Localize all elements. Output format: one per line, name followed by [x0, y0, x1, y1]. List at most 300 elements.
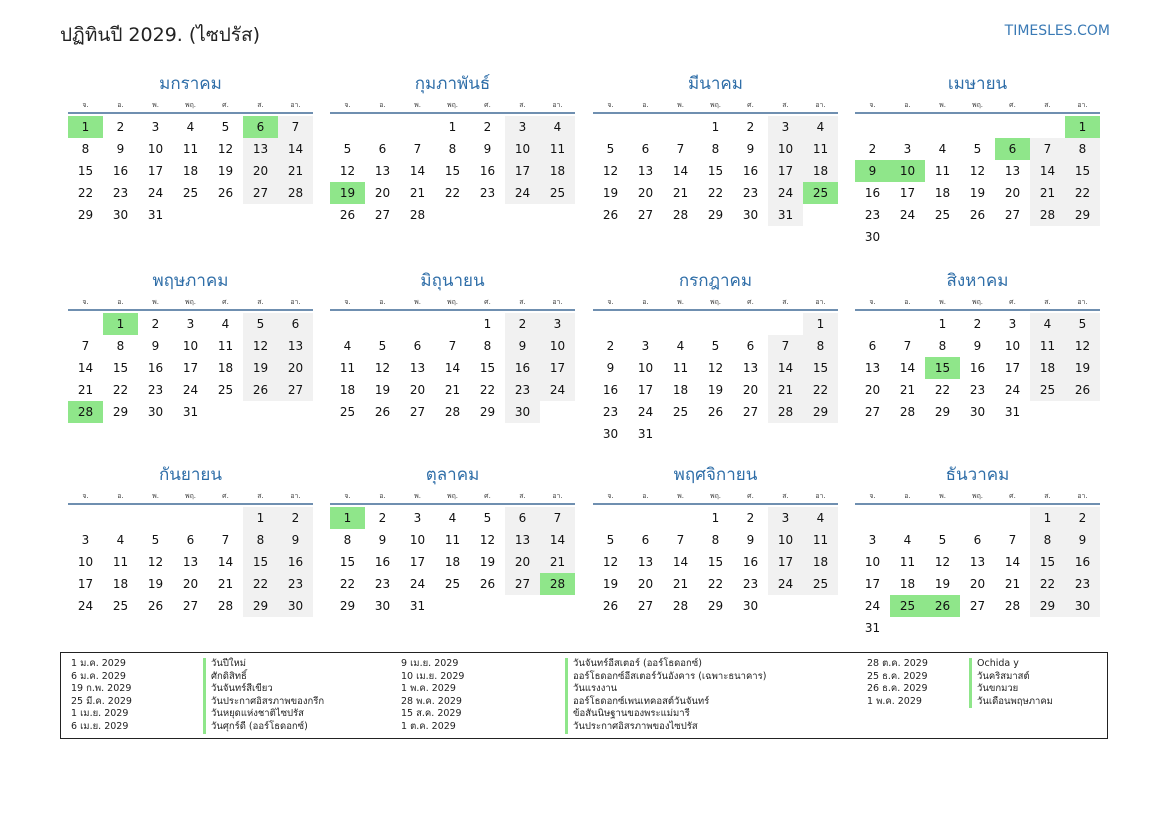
holiday-date: 25 มี.ค. 2029	[71, 695, 132, 707]
empty-cell	[400, 313, 435, 335]
day-cell: 10	[409, 533, 426, 547]
day-cell: 18	[339, 383, 356, 397]
day-cell: 5	[973, 142, 982, 156]
weekday-label: จ.	[82, 298, 89, 306]
day-cell: 14	[409, 164, 426, 178]
weekday-label: ส.	[782, 492, 789, 500]
empty-cell	[663, 507, 698, 529]
day-cell: 26	[602, 599, 619, 613]
holiday-name: วันประกาศอิสรภาพของกรีก	[203, 696, 324, 709]
holiday-day-cell: 15	[925, 357, 960, 379]
day-cell: 8	[483, 339, 492, 353]
day-cell: 4	[676, 339, 685, 353]
day-cell: 25	[444, 577, 461, 591]
day-cell: 13	[742, 361, 759, 375]
day-cell: 8	[938, 339, 947, 353]
day-cell: 16	[374, 555, 391, 569]
empty-cell	[435, 313, 470, 335]
legend-names-column	[969, 658, 1053, 708]
empty-cell	[698, 313, 733, 335]
day-cell: 16	[742, 164, 759, 178]
day-cell: 13	[409, 361, 426, 375]
weekday-label: จ.	[607, 492, 614, 500]
month-name: ตุลาคม	[425, 465, 480, 485]
weekday-label: พฤ.	[446, 492, 459, 500]
day-cell: 24	[505, 182, 540, 204]
day-cell: 14	[1030, 160, 1065, 182]
weekday-label: จ.	[82, 101, 89, 109]
empty-cell	[208, 507, 243, 529]
month-name: พฤศจิกายน	[673, 465, 758, 485]
weekday-label: จ.	[82, 492, 89, 500]
holiday-name: Ochida y	[969, 658, 1053, 671]
day-cell: 20	[864, 383, 881, 397]
day-cell: 25	[1030, 379, 1065, 401]
empty-cell	[365, 116, 400, 138]
month-name: มีนาคม	[688, 74, 743, 94]
day-cell: 27	[637, 599, 654, 613]
day-cell: 10	[768, 138, 803, 160]
empty-cell	[890, 507, 925, 529]
month-name: ธันวาคม	[945, 465, 1010, 485]
day-cell: 31	[864, 621, 881, 635]
day-cell: 3	[1008, 317, 1017, 331]
day-cell: 18	[672, 383, 689, 397]
day-cell: 1	[938, 317, 947, 331]
day-cell: 13	[374, 164, 391, 178]
day-cell: 28	[217, 599, 234, 613]
day-cell: 21	[409, 186, 426, 200]
day-cell: 14	[444, 361, 461, 375]
day-cell: 26	[374, 405, 391, 419]
day-cell: 15	[1065, 160, 1100, 182]
day-cell: 6	[641, 142, 650, 156]
day-cell: 28	[409, 208, 426, 222]
day-cell: 2	[278, 507, 313, 529]
day-grid	[855, 505, 1100, 639]
day-cell: 5	[606, 533, 615, 547]
day-cell: 6	[413, 339, 422, 353]
day-cell: 22	[1065, 182, 1100, 204]
day-cell: 21	[768, 379, 803, 401]
day-cell: 5	[606, 142, 615, 156]
day-cell: 23	[742, 186, 759, 200]
empty-cell	[68, 507, 103, 529]
weekday-header	[68, 489, 313, 505]
day-cell: 13	[637, 164, 654, 178]
day-cell: 8	[81, 142, 90, 156]
day-cell: 31	[409, 599, 426, 613]
day-cell: 15	[707, 164, 724, 178]
day-cell: 4	[803, 116, 838, 138]
day-cell: 21	[540, 551, 575, 573]
day-cell: 17	[409, 555, 426, 569]
day-cell: 1	[483, 317, 492, 331]
day-cell: 17	[77, 577, 94, 591]
day-cell: 1	[711, 120, 720, 134]
empty-cell	[855, 116, 890, 138]
empty-cell	[593, 313, 628, 335]
empty-cell	[995, 507, 1030, 529]
weekday-label: อา.	[815, 298, 826, 306]
holiday-date: 15 ส.ค. 2029	[401, 708, 462, 720]
day-cell: 12	[374, 361, 391, 375]
day-cell: 27	[278, 379, 313, 401]
holiday-date: 25 ธ.ค. 2029	[867, 670, 928, 682]
weekday-label: อ.	[904, 101, 911, 109]
day-cell: 6	[641, 533, 650, 547]
day-cell: 29	[243, 595, 278, 617]
holiday-day-cell: 10	[890, 160, 925, 182]
weekday-label: พ.	[677, 492, 684, 500]
weekday-label: พฤ.	[709, 298, 722, 306]
day-cell: 29	[934, 405, 951, 419]
day-cell: 14	[77, 361, 94, 375]
empty-cell	[663, 116, 698, 138]
day-cell: 4	[343, 339, 352, 353]
day-grid	[68, 114, 313, 226]
weekday-label: ศ.	[484, 101, 491, 109]
day-cell: 20	[637, 577, 654, 591]
weekday-label: พ.	[152, 101, 159, 109]
weekday-label: ส.	[1044, 492, 1051, 500]
empty-cell	[365, 313, 400, 335]
empty-cell	[138, 507, 173, 529]
day-cell: 25	[339, 405, 356, 419]
weekday-label: ศ.	[747, 298, 754, 306]
day-cell: 3	[413, 511, 422, 525]
day-cell: 3	[768, 507, 803, 529]
day-cell: 4	[448, 511, 457, 525]
weekday-label: จ.	[869, 101, 876, 109]
day-cell: 26	[1065, 379, 1100, 401]
day-cell: 7	[540, 507, 575, 529]
day-cell: 29	[803, 401, 838, 423]
day-cell: 1	[711, 511, 720, 525]
month-block	[330, 267, 575, 423]
day-cell: 4	[903, 533, 912, 547]
day-cell: 23	[969, 383, 986, 397]
day-cell: 7	[768, 335, 803, 357]
day-cell: 27	[182, 599, 199, 613]
day-cell: 25	[217, 383, 234, 397]
day-cell: 5	[343, 142, 352, 156]
weekday-label: ส.	[1044, 298, 1051, 306]
day-cell: 23	[479, 186, 496, 200]
day-cell: 30	[742, 208, 759, 222]
day-cell: 13	[1004, 164, 1021, 178]
day-cell: 10	[637, 361, 654, 375]
weekday-label: อ.	[642, 492, 649, 500]
month-block	[68, 267, 313, 423]
day-cell: 6	[868, 339, 877, 353]
weekday-label: อา.	[815, 492, 826, 500]
day-cell: 9	[746, 533, 755, 547]
weekday-label: ศ.	[222, 492, 229, 500]
holiday-date: 19 ก.พ. 2029	[71, 683, 132, 695]
day-cell: 5	[378, 339, 387, 353]
day-cell: 16	[147, 361, 164, 375]
day-cell: 15	[707, 555, 724, 569]
day-cell: 4	[1030, 313, 1065, 335]
day-cell: 11	[803, 138, 838, 160]
empty-cell	[628, 313, 663, 335]
empty-cell	[995, 116, 1030, 138]
day-cell: 24	[864, 599, 881, 613]
day-cell: 21	[278, 160, 313, 182]
day-cell: 11	[112, 555, 129, 569]
day-cell: 27	[243, 182, 278, 204]
day-cell: 18	[803, 160, 838, 182]
day-cell: 12	[707, 361, 724, 375]
empty-cell	[855, 313, 890, 335]
day-cell: 9	[278, 529, 313, 551]
day-cell: 18	[1030, 357, 1065, 379]
weekday-label: พฤ.	[184, 492, 197, 500]
day-cell: 3	[903, 142, 912, 156]
holiday-name: วันจันทร์อีสเตอร์ (ออร์โธดอกซ์)	[565, 658, 766, 671]
weekday-header	[330, 295, 575, 311]
day-cell: 16	[742, 555, 759, 569]
day-cell: 28	[1004, 599, 1021, 613]
weekday-label: ศ.	[484, 298, 491, 306]
weekday-label: พฤ.	[971, 101, 984, 109]
empty-cell	[890, 313, 925, 335]
day-cell: 21	[1030, 182, 1065, 204]
day-cell: 2	[746, 511, 755, 525]
weekday-label: พฤ.	[446, 101, 459, 109]
day-cell: 17	[147, 164, 164, 178]
page-title: ปฏิทินปี 2029. (ไซปรัส)	[60, 24, 261, 46]
day-cell: 20	[243, 160, 278, 182]
day-cell: 9	[483, 142, 492, 156]
day-cell: 28	[899, 405, 916, 419]
day-cell: 23	[864, 208, 881, 222]
day-cell: 29	[1030, 595, 1065, 617]
day-cell: 8	[116, 339, 125, 353]
day-cell: 12	[934, 555, 951, 569]
day-cell: 21	[217, 577, 234, 591]
legend-names-column	[203, 658, 324, 734]
day-cell: 26	[339, 208, 356, 222]
weekday-label: ศ.	[1009, 298, 1016, 306]
empty-cell	[593, 116, 628, 138]
holiday-name: วันแรงงาน	[565, 683, 766, 696]
day-cell: 28	[672, 599, 689, 613]
day-cell: 10	[1004, 339, 1021, 353]
weekday-label: ส.	[1044, 101, 1051, 109]
holiday-name: วันปีใหม่	[203, 658, 324, 671]
holiday-date: 6 เม.ย. 2029	[71, 720, 129, 732]
day-cell: 26	[217, 186, 234, 200]
day-cell: 30	[602, 427, 619, 441]
weekday-label: พ.	[677, 298, 684, 306]
day-cell: 10	[147, 142, 164, 156]
empty-cell	[400, 116, 435, 138]
month-block	[855, 267, 1100, 423]
day-cell: 2	[1065, 507, 1100, 529]
day-cell: 16	[278, 551, 313, 573]
day-cell: 30	[742, 599, 759, 613]
weekday-label: พฤ.	[971, 492, 984, 500]
weekday-label: พ.	[152, 492, 159, 500]
month-block	[68, 461, 313, 617]
day-cell: 27	[969, 599, 986, 613]
day-cell: 4	[540, 116, 575, 138]
day-cell: 18	[444, 555, 461, 569]
day-cell: 24	[768, 182, 803, 204]
day-cell: 16	[969, 361, 986, 375]
day-cell: 28	[444, 405, 461, 419]
day-cell: 20	[505, 551, 540, 573]
day-cell: 9	[746, 142, 755, 156]
day-cell: 26	[602, 208, 619, 222]
legend-dates-column	[401, 658, 464, 734]
day-cell: 24	[637, 405, 654, 419]
day-cell: 2	[483, 120, 492, 134]
day-cell: 23	[112, 186, 129, 200]
day-cell: 20	[637, 186, 654, 200]
day-cell: 18	[217, 361, 234, 375]
weekday-label: จ.	[344, 101, 351, 109]
holiday-day-cell: 9	[855, 160, 890, 182]
empty-cell	[890, 116, 925, 138]
month-name: เมษายน	[947, 74, 1008, 94]
day-cell: 8	[1065, 138, 1100, 160]
holiday-date: 1 พ.ค. 2029	[401, 683, 456, 695]
holiday-date: 26 ธ.ค. 2029	[867, 683, 928, 695]
day-grid	[330, 311, 575, 423]
empty-cell	[330, 313, 365, 335]
weekday-label: พ.	[414, 101, 421, 109]
weekday-label: ส.	[257, 298, 264, 306]
holiday-day-cell: 1	[1065, 116, 1100, 138]
day-cell: 15	[444, 164, 461, 178]
day-cell: 7	[81, 339, 90, 353]
day-cell: 6	[378, 142, 387, 156]
weekday-label: พ.	[939, 492, 946, 500]
day-cell: 27	[864, 405, 881, 419]
day-cell: 11	[803, 529, 838, 551]
day-cell: 16	[112, 164, 129, 178]
day-cell: 30	[278, 595, 313, 617]
site-link[interactable]: TIMESLES.COM	[1004, 23, 1110, 39]
day-cell: 2	[606, 339, 615, 353]
holiday-date: 1 ม.ค. 2029	[71, 658, 126, 669]
holiday-day-cell: 6	[243, 116, 278, 138]
day-cell: 2	[505, 313, 540, 335]
empty-cell	[733, 313, 768, 335]
day-cell: 31	[768, 204, 803, 226]
day-cell: 22	[479, 383, 496, 397]
day-cell: 23	[147, 383, 164, 397]
day-cell: 9	[606, 361, 615, 375]
day-cell: 30	[112, 208, 129, 222]
weekday-label: ศ.	[484, 492, 491, 500]
day-cell: 8	[711, 142, 720, 156]
day-cell: 21	[1004, 577, 1021, 591]
day-cell: 1	[243, 507, 278, 529]
day-cell: 12	[479, 533, 496, 547]
day-cell: 12	[243, 335, 278, 357]
day-cell: 31	[637, 427, 654, 441]
day-cell: 16	[479, 164, 496, 178]
day-cell: 7	[413, 142, 422, 156]
day-cell: 7	[448, 339, 457, 353]
day-cell: 19	[479, 555, 496, 569]
day-cell: 8	[803, 335, 838, 357]
day-cell: 9	[505, 335, 540, 357]
day-cell: 15	[803, 357, 838, 379]
day-cell: 19	[217, 164, 234, 178]
empty-cell	[103, 507, 138, 529]
day-cell: 24	[147, 186, 164, 200]
weekday-label: อ.	[642, 298, 649, 306]
day-cell: 2	[973, 317, 982, 331]
day-cell: 12	[217, 142, 234, 156]
day-cell: 12	[147, 555, 164, 569]
empty-cell	[925, 116, 960, 138]
day-cell: 21	[672, 577, 689, 591]
day-cell: 1	[448, 120, 457, 134]
day-cell: 20	[1004, 186, 1021, 200]
weekday-label: พฤ.	[446, 298, 459, 306]
weekday-label: อา.	[1077, 492, 1088, 500]
day-cell: 24	[540, 379, 575, 401]
day-cell: 23	[374, 577, 391, 591]
holiday-name: ออร์โธดอกซ์อีสเตอร์วันอังคาร (เฉพาะธนาคาร)	[565, 671, 766, 684]
day-cell: 18	[182, 164, 199, 178]
day-cell: 20	[969, 577, 986, 591]
day-cell: 7	[1008, 533, 1017, 547]
day-cell: 29	[112, 405, 129, 419]
day-cell: 30	[374, 599, 391, 613]
day-cell: 16	[505, 357, 540, 379]
weekday-label: จ.	[344, 298, 351, 306]
day-cell: 11	[934, 164, 951, 178]
day-cell: 19	[374, 383, 391, 397]
weekday-label: อา.	[290, 101, 301, 109]
day-cell: 8	[711, 533, 720, 547]
day-cell: 5	[221, 120, 230, 134]
empty-cell	[593, 507, 628, 529]
day-cell: 5	[1065, 313, 1100, 335]
holiday-day-cell: 25	[890, 595, 925, 617]
day-cell: 29	[1065, 204, 1100, 226]
holiday-name: วันประกาศอิสรภาพของไซปรัส	[565, 721, 766, 734]
day-cell: 16	[864, 186, 881, 200]
day-grid	[593, 311, 838, 445]
day-cell: 11	[217, 339, 234, 353]
holiday-day-cell: 1	[330, 507, 365, 529]
day-cell: 13	[969, 555, 986, 569]
weekday-label: อา.	[552, 298, 563, 306]
day-cell: 29	[339, 599, 356, 613]
day-grid	[330, 505, 575, 617]
weekday-label: อ.	[904, 492, 911, 500]
day-cell: 10	[182, 339, 199, 353]
weekday-header	[68, 295, 313, 311]
day-cell: 19	[969, 186, 986, 200]
day-cell: 11	[339, 361, 356, 375]
holiday-day-cell: 28	[540, 573, 575, 595]
weekday-label: ศ.	[222, 101, 229, 109]
day-cell: 27	[505, 573, 540, 595]
weekday-label: ส.	[519, 101, 526, 109]
day-cell: 15	[243, 551, 278, 573]
legend-names-column	[565, 658, 766, 734]
day-cell: 27	[374, 208, 391, 222]
